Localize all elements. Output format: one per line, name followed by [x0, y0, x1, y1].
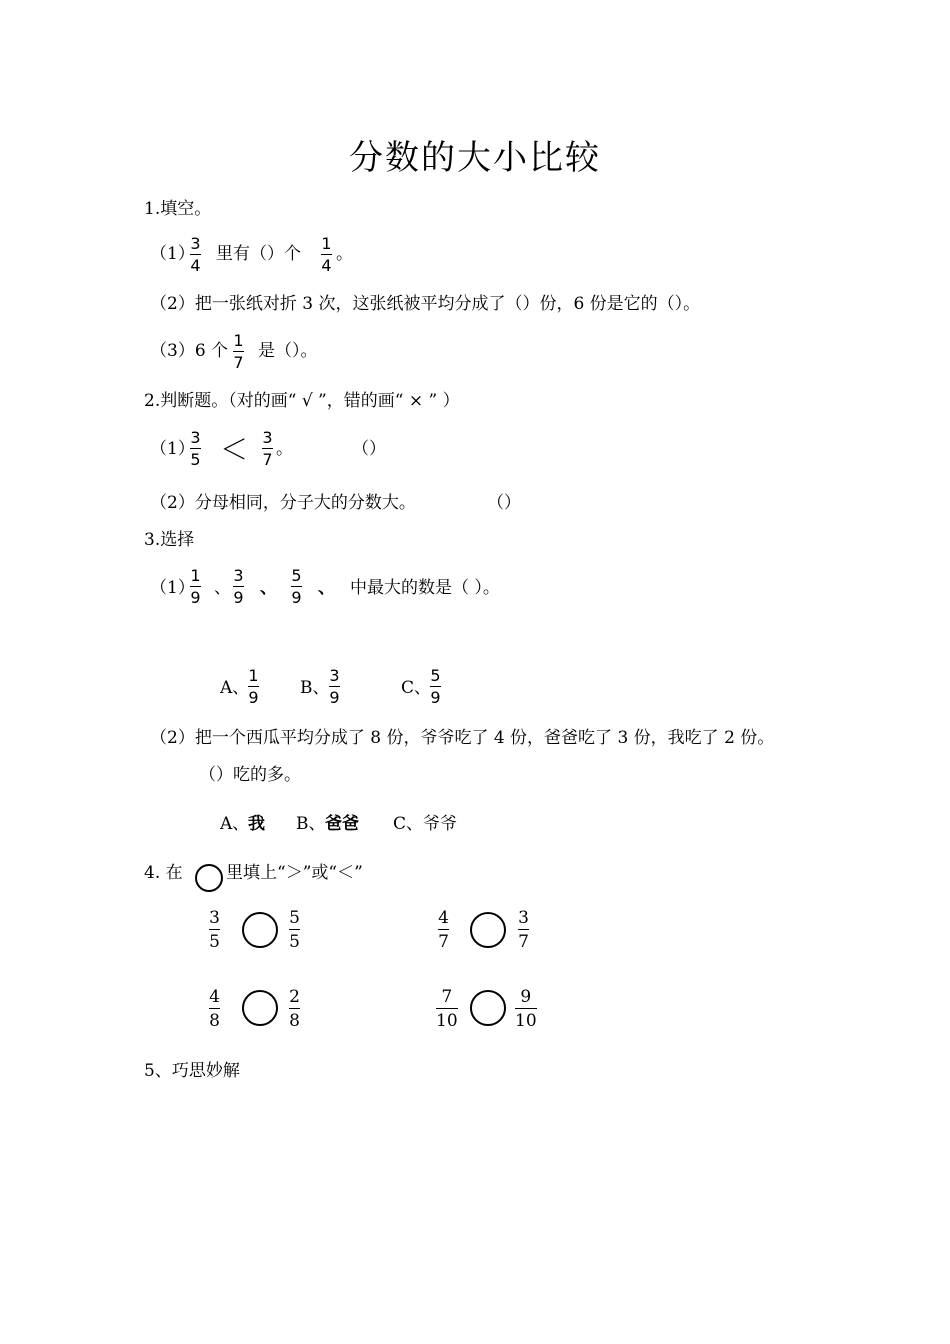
denominator: 9 — [233, 588, 244, 607]
q3-2-text: （2）把一个西瓜平均分成了 8 份，爷爷吃了 4 份，爸爸吃了 3 份，我吃了 2 份。 — [150, 728, 775, 748]
separator: 、 — [318, 578, 335, 598]
fraction-bar — [329, 686, 340, 687]
denominator: 7 — [518, 932, 529, 952]
numerator: 3 — [190, 234, 201, 253]
separator: 、 — [214, 578, 231, 598]
numerator: 5 — [289, 908, 300, 928]
fraction-bar — [321, 254, 332, 255]
denominator: 5 — [289, 932, 300, 952]
option-c-label: C、 — [401, 678, 432, 698]
denominator: 5 — [209, 932, 220, 952]
numerator: 3 — [262, 428, 273, 447]
compare-circle[interactable] — [242, 912, 278, 948]
fraction-bar — [233, 586, 244, 587]
option-b-text: 爸爸 — [325, 814, 359, 834]
fraction-bar — [248, 686, 259, 687]
denominator: 7 — [438, 932, 449, 952]
fraction-bar — [190, 586, 201, 587]
fraction — [430, 667, 441, 707]
fraction-bar — [233, 351, 244, 352]
numerator: 3 — [190, 428, 201, 447]
q5-heading: 5、巧思妙解 — [144, 1061, 240, 1081]
numerator: 9 — [520, 987, 532, 1007]
denominator: 9 — [190, 588, 201, 607]
q1-3-end: 是（）。 — [258, 341, 318, 361]
numerator: 5 — [291, 566, 302, 585]
fraction — [291, 567, 302, 607]
numerator: 1 — [190, 566, 201, 585]
q4-heading-pre: 4. 在 — [144, 863, 183, 883]
fraction — [248, 667, 259, 707]
less-than-sign: ＜ — [220, 433, 249, 466]
fraction-bar — [289, 1008, 300, 1009]
fraction — [289, 987, 300, 1031]
numerator: 4 — [209, 987, 220, 1007]
fraction-bar — [262, 448, 273, 449]
fraction-bar — [209, 929, 220, 930]
q2-heading: 2.判断题。（对的画“ √ ”，错的画“ × ” ） — [144, 391, 460, 411]
fraction — [436, 987, 458, 1031]
fraction — [209, 908, 220, 952]
fraction-bar — [209, 1008, 220, 1009]
fraction-bar — [438, 929, 449, 930]
denominator: 7 — [262, 450, 273, 469]
denominator: 8 — [209, 1011, 220, 1031]
numerator: 1 — [233, 331, 244, 350]
compare-circle[interactable] — [470, 990, 506, 1026]
numerator: 3 — [518, 908, 529, 928]
q1-1-text: 里有（）个 — [216, 244, 301, 264]
q3-2-sub: （）吃的多。 — [199, 765, 301, 785]
fraction-bar — [190, 448, 201, 449]
denominator: 4 — [321, 256, 332, 275]
option-a-label: A、 — [220, 678, 250, 698]
fraction-bar — [436, 1008, 458, 1009]
fraction — [262, 429, 273, 469]
denominator: 9 — [430, 688, 441, 707]
denominator: 10 — [515, 1011, 537, 1031]
separator: 、 — [260, 578, 277, 598]
fraction-bar — [289, 929, 300, 930]
fraction — [515, 987, 537, 1031]
denominator: 8 — [289, 1011, 300, 1031]
q3-heading: 3.选择 — [144, 530, 195, 550]
numerator: 4 — [438, 908, 449, 928]
fraction — [233, 567, 244, 607]
numerator: 5 — [430, 666, 441, 685]
option-c-text: C、爷爷 — [393, 814, 458, 834]
compare-circle[interactable] — [470, 912, 506, 948]
q4-heading-post: 里填上“＞”或“＜” — [226, 863, 363, 883]
q2-2-text: （2）分母相同，分子大的分数大。 — [150, 493, 416, 513]
option-b-label: B、 — [300, 678, 330, 698]
q2-1-number: （1） — [150, 439, 195, 459]
denominator: 9 — [329, 688, 340, 707]
fraction-bar — [518, 929, 529, 930]
numerator: 2 — [289, 987, 300, 1007]
option-a-label: A、 — [220, 814, 250, 834]
fraction — [190, 567, 201, 607]
fraction — [190, 235, 201, 275]
numerator: 3 — [209, 908, 220, 928]
fraction-bar — [515, 1008, 537, 1009]
q2-1-dot: 。 — [276, 439, 293, 459]
numerator: 1 — [248, 666, 259, 685]
q1-2-text: （2）把一张纸对折 3 次，这张纸被平均分成了（）份，6 份是它的（）。 — [150, 294, 701, 314]
circle-icon — [195, 864, 223, 892]
answer-blank: （） — [352, 439, 386, 459]
q1-heading: 1.填空。 — [144, 199, 212, 219]
page-title: 分数的大小比较 — [349, 138, 601, 178]
fraction — [518, 908, 529, 952]
fraction-bar — [430, 686, 441, 687]
denominator: 5 — [190, 450, 201, 469]
denominator: 10 — [436, 1011, 458, 1031]
q1-1-end: 。 — [336, 244, 353, 264]
fraction — [329, 667, 340, 707]
denominator: 4 — [190, 256, 201, 275]
fraction — [209, 987, 220, 1031]
fraction — [289, 908, 300, 952]
fraction — [233, 332, 244, 372]
denominator: 7 — [233, 353, 244, 372]
fraction — [438, 908, 449, 952]
fraction-bar — [190, 254, 201, 255]
q3-1-number: （1） — [150, 578, 195, 598]
denominator: 9 — [291, 588, 302, 607]
q1-3-number: （3）6 个 — [150, 341, 229, 361]
fraction — [190, 429, 201, 469]
numerator: 3 — [233, 566, 244, 585]
denominator: 9 — [248, 688, 259, 707]
fraction — [321, 235, 332, 275]
q1-1-number: （1） — [150, 244, 195, 264]
option-b-label: B、 — [296, 814, 326, 834]
numerator: 1 — [321, 234, 332, 253]
fraction-bar — [291, 586, 302, 587]
compare-circle[interactable] — [242, 990, 278, 1026]
q3-1-end: 中最大的数是（ ）。 — [350, 578, 500, 598]
numerator: 7 — [441, 987, 453, 1007]
answer-blank: （） — [487, 493, 521, 513]
option-a-text: 我 — [248, 814, 265, 834]
numerator: 3 — [329, 666, 340, 685]
